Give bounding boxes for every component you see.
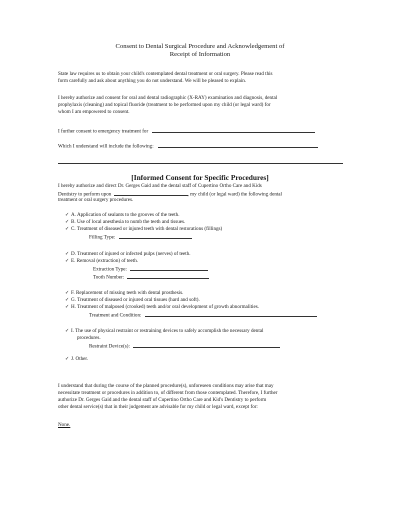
- form-title-line-2: Receipt of Information: [169, 51, 231, 58]
- patient-name-field[interactable]: [114, 190, 188, 196]
- understand-row: [58, 142, 318, 150]
- tooth-number-row: [93, 273, 209, 281]
- closing-line-3: authorize Dr. Gerges Gaid and the dental staff of Cupertino Ortho Care and Kid's Dentistry to perform: [58, 397, 267, 403]
- closing-line-4: other dental service(s) that in their judgement are advisable for my child or legal ward, except for:: [58, 404, 258, 410]
- authorization-line-2: prophylaxis (cleaning) and topical fluoride (treatment to be performed upon my child (or legal ward) for: [58, 102, 271, 108]
- restraint-devices-label: Restraint Device(s):: [89, 343, 130, 350]
- tooth-number-label: Tooth Number:: [93, 274, 125, 281]
- closing-line-1: I understand that during the course of the planned procedure(s), unforeseen conditions may arise that may: [58, 383, 274, 389]
- check-mark-icon[interactable]: ✓: [65, 290, 70, 296]
- procedure-g: ✓ G. Treatment of diseased or injured oral tissues (hard and soft).: [65, 297, 200, 303]
- procedure-a: ✓ A. Application of sealants to the grooves of the teeth.: [65, 212, 180, 218]
- check-mark-icon[interactable]: ✓: [65, 356, 70, 362]
- understand-field[interactable]: [158, 142, 318, 148]
- informed-line-2-start: Dentistry to perform upon: [58, 191, 112, 198]
- informed-line-1: I hereby authorize and direct Dr. Gerges Gaid and the dental staff of Cupertino Ortho Care and Kids: [58, 183, 262, 189]
- understand-label: Which I understand will include the following:: [58, 143, 154, 150]
- check-mark-icon[interactable]: ✓: [65, 304, 70, 310]
- filling-type-field[interactable]: [119, 233, 192, 239]
- check-mark-icon[interactable]: ✓: [65, 328, 70, 334]
- extraction-type-label: Extraction Type:: [93, 266, 127, 273]
- check-mark-icon[interactable]: ✓: [65, 297, 70, 303]
- tooth-number-field[interactable]: [127, 273, 209, 279]
- procedure-i: ✓ I. The use of physical restraint or restraining devices to safely accomplish the necessary dental: [65, 328, 264, 334]
- procedure-b: ✓ B. Use of local anesthesia to numb the teeth and tissues.: [65, 219, 186, 225]
- extraction-type-row: [93, 265, 208, 273]
- procedure-h: ✓ H. Treatment of malposed (crooked) teeth and/or oral development of growth abnormalities.: [65, 304, 259, 310]
- procedure-j: ✓ J. Other.: [65, 356, 89, 362]
- restraint-devices-row: [89, 342, 280, 350]
- filling-type-label: Filling Type:: [89, 234, 116, 241]
- restraint-devices-field[interactable]: [133, 342, 280, 348]
- informed-consent-title: [Informed Consent for Specific Procedures]: [131, 173, 269, 182]
- procedure-e: ✓ E. Removal (extraction) of teeth.: [65, 258, 139, 264]
- authorization-line-3: whom I am empowered to consent.: [58, 109, 130, 115]
- check-mark-icon[interactable]: ✓: [65, 258, 70, 264]
- exception-value[interactable]: None.: [58, 422, 71, 428]
- treatment-condition-field[interactable]: [145, 311, 317, 317]
- treatment-condition-label: Treatment and Condition:: [89, 312, 142, 319]
- check-mark-icon[interactable]: ✓: [65, 251, 70, 257]
- informed-line-2-end: , my child (or legal ward) the following dental: [187, 191, 282, 198]
- closing-line-2: necessitate treatment or procedures in addition to, of different from those contemplated. Therefore, I further: [58, 390, 278, 396]
- section-divider: [58, 163, 343, 164]
- procedure-i-line-2: procedures.: [77, 335, 101, 341]
- form-title-line-1: Consent to Dental Surgical Procedure and Acknowledgement of: [115, 43, 285, 50]
- check-mark-icon[interactable]: ✓: [65, 219, 70, 225]
- procedure-c: ✓ C. Treatment of diseased or injured teeth with dental restorations (fillings): [65, 226, 223, 232]
- check-mark-icon[interactable]: ✓: [65, 226, 70, 232]
- emergency-treatment-label: I further consent to emergency treatment for: [58, 128, 149, 135]
- emergency-treatment-row: [58, 127, 315, 135]
- authorization-line-1: I hereby authorize and consent for oral and dental radiographic (X-RAY) examination and diagnosis, dental: [58, 95, 278, 101]
- check-mark-icon[interactable]: ✓: [65, 212, 70, 218]
- treatment-condition-row: [89, 311, 317, 319]
- emergency-treatment-field[interactable]: [152, 127, 315, 133]
- intro-line-2: form carefully and ask about anything you do not understand. We will be pleased to explain.: [58, 78, 247, 84]
- extraction-type-field[interactable]: [130, 265, 208, 271]
- procedure-d: ✓ D. Treatment of injured or infected pulps (nerves) of teeth.: [65, 251, 191, 257]
- procedure-f: ✓ F. Replacement of missing teeth with dental prosthesis.: [65, 290, 184, 296]
- informed-line-3: treatment or oral surgery procedures.: [58, 197, 134, 203]
- filling-type-row: [89, 233, 192, 241]
- intro-line-1: State law requires us to obtain your child's contemplated dental treatment or oral surgery. Please read this: [58, 71, 273, 77]
